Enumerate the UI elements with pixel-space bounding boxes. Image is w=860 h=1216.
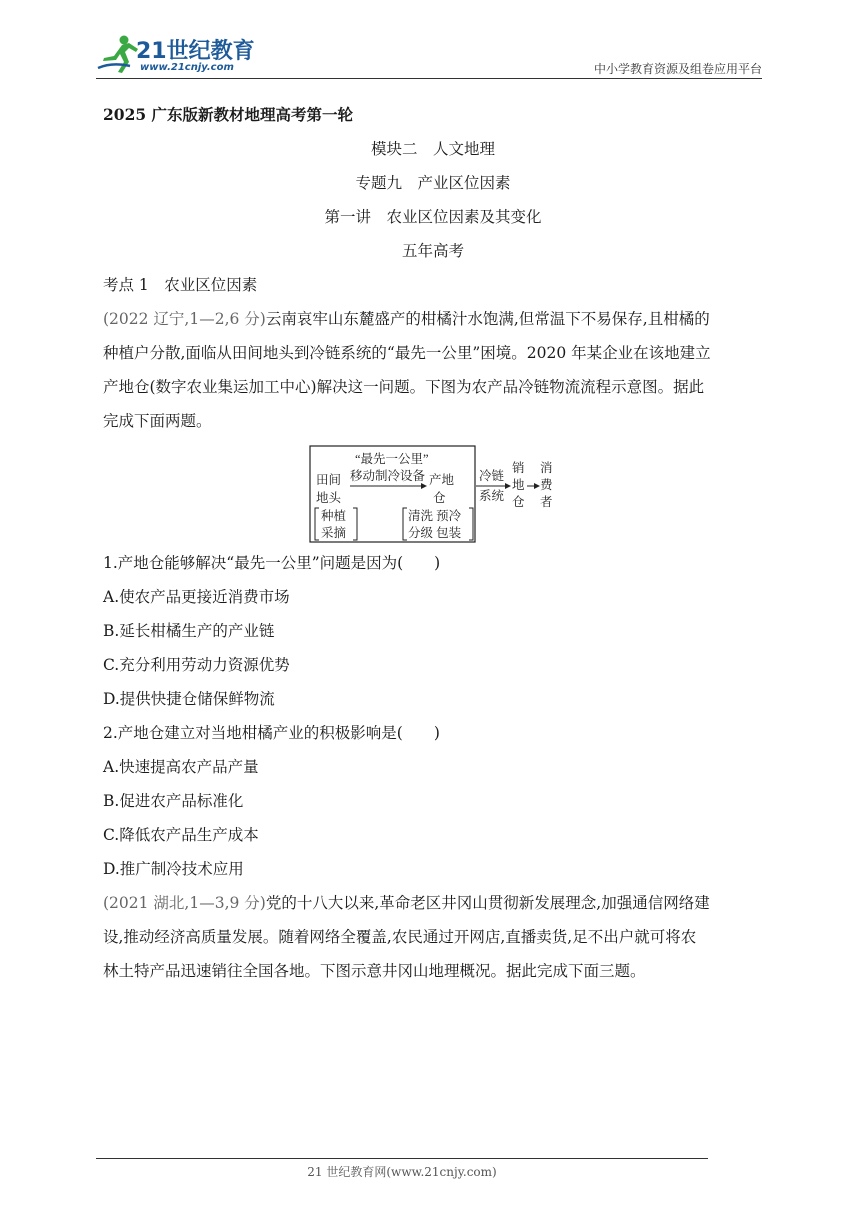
process-label-2: 分级 包装 — [408, 526, 462, 540]
site-logo[interactable] — [96, 32, 296, 78]
answer-option[interactable]: C.降低农产品生产成本 — [103, 826, 259, 844]
footer-link[interactable]: 21 世纪教育网(www.21cnjy.com) — [307, 1165, 497, 1179]
answer-option[interactable]: D.提供快捷仓储保鲜物流 — [103, 690, 275, 708]
transport-label: 移动制冷设备 — [350, 469, 426, 483]
field-label-2: 地头 — [316, 491, 342, 505]
right-bracket — [469, 508, 473, 540]
passage-1-line: 种植户分散,面临从田间地头到冷链系统的“最先一公里”困境。2020 年某企业在该地建立 — [103, 344, 711, 362]
doc-title: 2025 广东版新教材地理高考第一轮 — [103, 105, 354, 124]
diagram-box-title: “最先一公里” — [355, 452, 429, 466]
transport-arrow-icon — [421, 483, 427, 489]
header-platform-text: 中小学教育资源及组卷应用平台 — [593, 62, 762, 76]
answer-option[interactable]: B.促进农产品标准化 — [103, 792, 244, 810]
module-heading: 模块二 人文地理 — [370, 140, 495, 158]
passage-1 — [103, 302, 763, 438]
answer-option[interactable]: C.充分利用劳动力资源优势 — [103, 656, 290, 674]
passage-2 — [103, 886, 763, 988]
right-bracket — [353, 508, 357, 540]
cold-chain-arrow-icon — [505, 483, 511, 489]
kaodian-heading: 考点 1 农业区位因素 — [103, 276, 258, 294]
field-label-1: 田间 — [316, 473, 342, 487]
cold-chain-flow-diagram — [103, 442, 763, 546]
question-stem: 1.产地仓能够解决“最先一公里”问题是因为( ) — [103, 554, 441, 572]
answer-option[interactable]: A.快速提高农产品产量 — [103, 758, 259, 776]
process-label-1: 清洗 预冷 — [408, 509, 462, 523]
question-stem: 2.产地仓建立对当地柑橘产业的积极影响是( ) — [103, 724, 440, 742]
topic-heading: 专题九 产业区位因素 — [355, 174, 511, 192]
passage-1-line: 云南哀牢山东麓盛产的柑橘汁水饱满,但常温下不易保存,且柑橘的 — [265, 310, 710, 328]
left-bracket — [403, 508, 407, 540]
warehouse-label-1: 产地 — [429, 473, 455, 487]
plant-label-1: 种植 — [321, 509, 347, 523]
sales-warehouse-char: 仓 — [512, 495, 525, 509]
warehouse-label-2: 仓 — [433, 491, 446, 505]
lecture-heading: 第一讲 农业区位因素及其变化 — [324, 208, 542, 226]
cold-chain-label-2: 系统 — [479, 489, 505, 503]
logo-title: 21世纪教育 — [136, 39, 255, 64]
answer-option[interactable]: D.推广制冷技术应用 — [103, 860, 244, 878]
answer-option[interactable]: A.使农产品更接近消费市场 — [103, 588, 290, 606]
question-1 — [103, 546, 763, 716]
cold-chain-label-1: 冷链 — [479, 469, 505, 483]
footer-divider — [96, 1158, 708, 1159]
plant-label-2: 采摘 — [321, 526, 347, 540]
consumer-char: 者 — [540, 495, 553, 509]
passage-1-line: 产地仓(数字农业集运加工中心)解决这一问题。下图为农产品冷链物流流程示意图。据此 — [103, 378, 705, 396]
section-heading: 五年高考 — [401, 242, 464, 260]
consumer-char: 费 — [540, 478, 553, 492]
sales-warehouse-char: 地 — [512, 478, 525, 492]
consumer-char: 消 — [540, 461, 553, 475]
document-body — [103, 98, 763, 988]
passage-2-line: 林土特产品迅速销往全国各地。下图示意井冈山地理概况。据此完成下面三题。 — [103, 962, 646, 980]
logo-url: www.21cnjy.com — [140, 62, 234, 73]
left-bracket — [315, 508, 319, 540]
page-header — [96, 32, 762, 78]
passage-2-line: 设,推动经济高质量发展。随着网络全覆盖,农民通过开网店,直播卖货,足不出户就可将农 — [103, 928, 697, 946]
header-divider — [96, 78, 762, 79]
passage-1-line: 完成下面两题。 — [103, 412, 212, 430]
question-2 — [103, 716, 763, 886]
answer-option[interactable]: B.延长柑橘生产的产业链 — [103, 622, 275, 640]
runner-logo-icon — [96, 34, 140, 74]
passage-2-line: 党的十八大以来,革命老区井冈山贯彻新发展理念,加强通信网络建 — [265, 894, 710, 912]
sales-warehouse-char: 销 — [512, 461, 525, 475]
passage-2-source: (2021 湖北,1—3,9 分) — [103, 894, 266, 912]
passage-1-source: (2022 辽宁,1—2,6 分) — [103, 310, 266, 328]
